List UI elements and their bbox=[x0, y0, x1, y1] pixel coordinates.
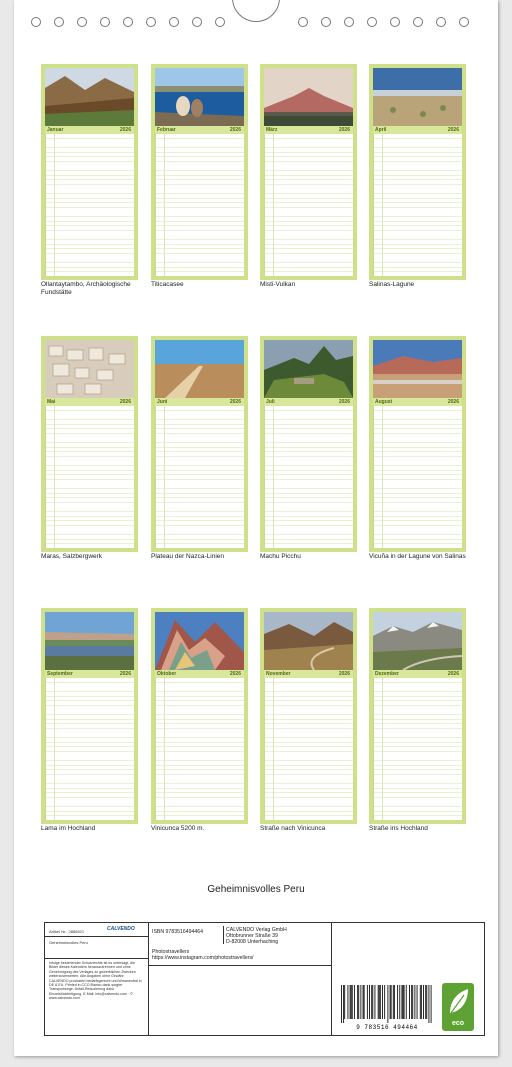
month-year: 2026 bbox=[447, 127, 459, 133]
day-lines bbox=[264, 134, 353, 276]
binding-hole bbox=[31, 17, 41, 27]
barcode-bar bbox=[428, 985, 429, 1023]
day-lines bbox=[155, 134, 244, 276]
eco-badge bbox=[442, 983, 474, 1031]
barcode-bar bbox=[357, 985, 358, 1019]
month-name: November bbox=[266, 671, 291, 677]
month-caption: Ollantaytambo, Archäologische Fundstätte bbox=[41, 281, 131, 296]
month-card-inner bbox=[264, 612, 353, 820]
barcode-bar bbox=[421, 985, 422, 1019]
day-lines bbox=[155, 678, 244, 820]
month-card-inner bbox=[45, 612, 134, 820]
month-card bbox=[260, 64, 357, 280]
month-header bbox=[155, 670, 244, 678]
month-name: Mai bbox=[47, 399, 56, 405]
imprint-calendar-title: Geheimnisvolles Peru bbox=[49, 940, 88, 945]
month-photo bbox=[264, 68, 353, 126]
divider bbox=[148, 965, 331, 966]
imprint-box bbox=[44, 922, 485, 1036]
imprint-middle bbox=[148, 923, 332, 1035]
calendar-back-page bbox=[14, 0, 498, 1056]
month-photo bbox=[264, 340, 353, 398]
month-year: 2026 bbox=[338, 399, 350, 405]
binding-hole bbox=[169, 17, 179, 27]
month-card-inner bbox=[264, 68, 353, 276]
day-lines bbox=[45, 134, 134, 276]
barcode-bar bbox=[380, 985, 381, 1019]
month-photo bbox=[155, 340, 244, 398]
barcode-bar bbox=[341, 985, 342, 1023]
binding-hole bbox=[390, 17, 400, 27]
day-column-divider bbox=[164, 678, 165, 820]
day-lines bbox=[373, 678, 462, 820]
day-column-divider bbox=[164, 134, 165, 276]
barcode-bar bbox=[393, 985, 394, 1019]
binding-hole bbox=[54, 17, 64, 27]
binding-hole bbox=[321, 17, 331, 27]
barcode-bar bbox=[371, 985, 372, 1019]
month-caption: Vinicunca 5200 m. bbox=[151, 825, 205, 832]
divider bbox=[45, 936, 148, 937]
month-header bbox=[373, 398, 462, 406]
month-name: Dezember bbox=[375, 671, 399, 677]
month-name: Juni bbox=[157, 399, 168, 405]
month-header bbox=[264, 398, 353, 406]
day-column-divider bbox=[273, 678, 274, 820]
barcode-bar bbox=[399, 985, 400, 1019]
month-card bbox=[369, 64, 466, 280]
barcode-bar bbox=[369, 985, 370, 1019]
month-card bbox=[151, 336, 248, 552]
day-lines bbox=[264, 406, 353, 548]
month-photo bbox=[264, 612, 353, 670]
imprint-left bbox=[45, 923, 149, 1035]
month-photo bbox=[155, 68, 244, 126]
day-lines bbox=[155, 406, 244, 548]
divider bbox=[45, 958, 148, 959]
day-lines bbox=[373, 406, 462, 548]
month-year: 2026 bbox=[338, 127, 350, 133]
month-caption: Misti-Vulkan bbox=[260, 281, 296, 288]
day-column-divider bbox=[54, 134, 55, 276]
day-column-divider bbox=[54, 406, 55, 548]
day-column-divider bbox=[273, 134, 274, 276]
barcode-bar bbox=[409, 985, 410, 1019]
barcode-bar bbox=[425, 985, 426, 1019]
barcode-bar bbox=[420, 985, 421, 1019]
month-year: 2026 bbox=[119, 671, 131, 677]
barcode-bar bbox=[367, 985, 368, 1019]
month-name: Oktober bbox=[157, 671, 177, 677]
day-lines bbox=[45, 406, 134, 548]
month-name: Juli bbox=[266, 399, 275, 405]
month-card bbox=[41, 336, 138, 552]
month-card-inner bbox=[373, 340, 462, 548]
month-photo bbox=[45, 68, 134, 126]
month-card bbox=[260, 336, 357, 552]
day-column-divider bbox=[382, 678, 383, 820]
month-caption: Salinas-Lagune bbox=[369, 281, 415, 288]
binding-hole bbox=[192, 17, 202, 27]
month-card bbox=[369, 336, 466, 552]
barcode-bar bbox=[363, 985, 364, 1019]
barcode-bar bbox=[394, 985, 395, 1019]
barcode-bar bbox=[426, 985, 427, 1019]
month-header bbox=[155, 398, 244, 406]
month-card bbox=[41, 64, 138, 280]
barcode-bar bbox=[412, 985, 413, 1019]
article-number: Artikel Nr.: 2886521 bbox=[49, 929, 85, 934]
photographer-url: https://www.instagram.com/photostravellers/ bbox=[152, 955, 254, 961]
month-caption: Straße nach Vinicunca bbox=[260, 825, 326, 832]
month-photo bbox=[45, 612, 134, 670]
barcode-bar bbox=[417, 985, 418, 1019]
barcode-bar bbox=[374, 985, 375, 1019]
month-card bbox=[151, 64, 248, 280]
month-header bbox=[373, 670, 462, 678]
day-column-divider bbox=[164, 406, 165, 548]
month-card bbox=[41, 608, 138, 824]
barcode-number: 9 783516 494464 bbox=[356, 1024, 418, 1031]
barcode-bar bbox=[411, 985, 412, 1019]
month-card bbox=[369, 608, 466, 824]
month-card-inner bbox=[45, 340, 134, 548]
month-name: September bbox=[47, 671, 73, 677]
day-column-divider bbox=[382, 406, 383, 548]
binding-hole bbox=[298, 17, 308, 27]
barcode-bar bbox=[350, 985, 351, 1019]
month-card-inner bbox=[264, 340, 353, 548]
day-lines bbox=[373, 134, 462, 276]
month-name: Februar bbox=[157, 127, 176, 133]
barcode-bar bbox=[431, 985, 432, 1023]
barcode-bar bbox=[387, 985, 388, 1023]
month-caption: Titicacasee bbox=[151, 281, 184, 288]
calvendo-logo: CALVENDO bbox=[107, 926, 135, 932]
binding-hole bbox=[77, 17, 87, 27]
photographer-name: Photostravellers bbox=[152, 949, 190, 955]
barcode-bar bbox=[360, 985, 361, 1019]
month-name: April bbox=[375, 127, 387, 133]
day-lines bbox=[264, 678, 353, 820]
month-card-inner bbox=[155, 612, 244, 820]
barcode-bar bbox=[390, 985, 391, 1019]
month-caption: Vicuña in der Lagune von Salinas bbox=[369, 553, 466, 560]
barcode-bar bbox=[347, 985, 348, 1019]
barcode-bar bbox=[382, 985, 383, 1019]
month-photo bbox=[373, 68, 462, 126]
barcode-bar bbox=[401, 985, 402, 1019]
day-column-divider bbox=[273, 406, 274, 548]
barcode-bar bbox=[343, 985, 344, 1023]
month-header bbox=[373, 126, 462, 134]
barcode-bar bbox=[391, 985, 392, 1019]
month-year: 2026 bbox=[229, 127, 241, 133]
month-card-inner bbox=[45, 68, 134, 276]
month-name: März bbox=[266, 127, 278, 133]
month-caption: Machu Picchu bbox=[260, 553, 301, 560]
publisher-city: D-82008 Unterhaching bbox=[226, 939, 279, 945]
month-header bbox=[45, 398, 134, 406]
month-card-inner bbox=[155, 68, 244, 276]
binding-hole bbox=[344, 17, 354, 27]
month-name: August bbox=[375, 399, 393, 405]
barcode-bar bbox=[364, 985, 365, 1019]
imprint-right bbox=[331, 923, 484, 1035]
month-header bbox=[264, 670, 353, 678]
barcode-bar bbox=[379, 985, 380, 1019]
barcode-bar bbox=[372, 985, 373, 1019]
publisher-street: Ottobrunner Straße 39 bbox=[226, 933, 278, 939]
month-caption: Lama im Hochland bbox=[41, 825, 96, 832]
barcode-bar bbox=[378, 985, 379, 1019]
month-header bbox=[45, 670, 134, 678]
publisher-name: CALVENDO Verlag GmbH bbox=[226, 927, 287, 933]
month-photo bbox=[155, 612, 244, 670]
month-card bbox=[260, 608, 357, 824]
month-header bbox=[155, 126, 244, 134]
month-card-inner bbox=[373, 612, 462, 820]
barcode-bar bbox=[351, 985, 352, 1019]
month-year: 2026 bbox=[447, 399, 459, 405]
binding-hole bbox=[215, 17, 225, 27]
month-card-inner bbox=[155, 340, 244, 548]
month-name: Januar bbox=[47, 127, 64, 133]
binding-hole bbox=[436, 17, 446, 27]
month-photo bbox=[373, 340, 462, 398]
month-year: 2026 bbox=[447, 671, 459, 677]
barcode bbox=[341, 985, 433, 1023]
month-year: 2026 bbox=[229, 399, 241, 405]
barcode-bar bbox=[344, 985, 345, 1019]
binding-hole bbox=[459, 17, 469, 27]
month-year: 2026 bbox=[229, 671, 241, 677]
binding-hole bbox=[146, 17, 156, 27]
binding-hole bbox=[367, 17, 377, 27]
barcode-bar bbox=[403, 985, 404, 1019]
month-caption: Plateau der Nazca-Linien bbox=[151, 553, 224, 560]
month-caption: Maras, Salzbergwerk bbox=[41, 553, 103, 560]
calendar-title: Geheimnisvolles Peru bbox=[207, 884, 305, 895]
barcode-bar bbox=[352, 985, 353, 1019]
eco-label: eco bbox=[451, 1020, 465, 1027]
barcode-bar bbox=[414, 985, 415, 1019]
binding-hole bbox=[100, 17, 110, 27]
divider bbox=[223, 926, 224, 944]
month-header bbox=[45, 126, 134, 134]
barcode-bar bbox=[423, 985, 424, 1019]
barcode-bar bbox=[358, 985, 359, 1019]
day-column-divider bbox=[382, 134, 383, 276]
month-year: 2026 bbox=[119, 127, 131, 133]
month-year: 2026 bbox=[338, 671, 350, 677]
binding-hole bbox=[123, 17, 133, 27]
month-card-inner bbox=[373, 68, 462, 276]
barcode-bar bbox=[404, 985, 405, 1019]
day-column-divider bbox=[54, 678, 55, 820]
month-year: 2026 bbox=[119, 399, 131, 405]
day-lines bbox=[45, 678, 134, 820]
month-header bbox=[264, 126, 353, 134]
legal-text: Infolge bestehender Schutzrechte ist es untersagt, die Bilder dieses Kalenders herauszutrennen und ohne Genehmigung des Verlages zu gewerblichen Zwecken weiterzuverwerten. Alle Angaben ohne Gewähr. CALVENDO produziert bedarfsgerecht und klimaneutral in DE & EU. Printed in CCO Bianco dank sorgter Transportwege. Anfall-Reduzierung dank Einzelstückfertigung. E-Mail: info@calvendo.com · © www.calvendo.com bbox=[49, 961, 142, 1001]
barcode-bar bbox=[354, 985, 355, 1019]
month-caption: Straße ins Hochland bbox=[369, 825, 428, 832]
isbn-text: ISBN 9783516494464 bbox=[152, 929, 204, 935]
binding-hole bbox=[413, 17, 423, 27]
month-photo bbox=[45, 340, 134, 398]
barcode-bar bbox=[384, 985, 385, 1019]
barcode-bar bbox=[406, 985, 407, 1019]
barcode-bar bbox=[397, 985, 398, 1019]
month-photo bbox=[373, 612, 462, 670]
month-card bbox=[151, 608, 248, 824]
